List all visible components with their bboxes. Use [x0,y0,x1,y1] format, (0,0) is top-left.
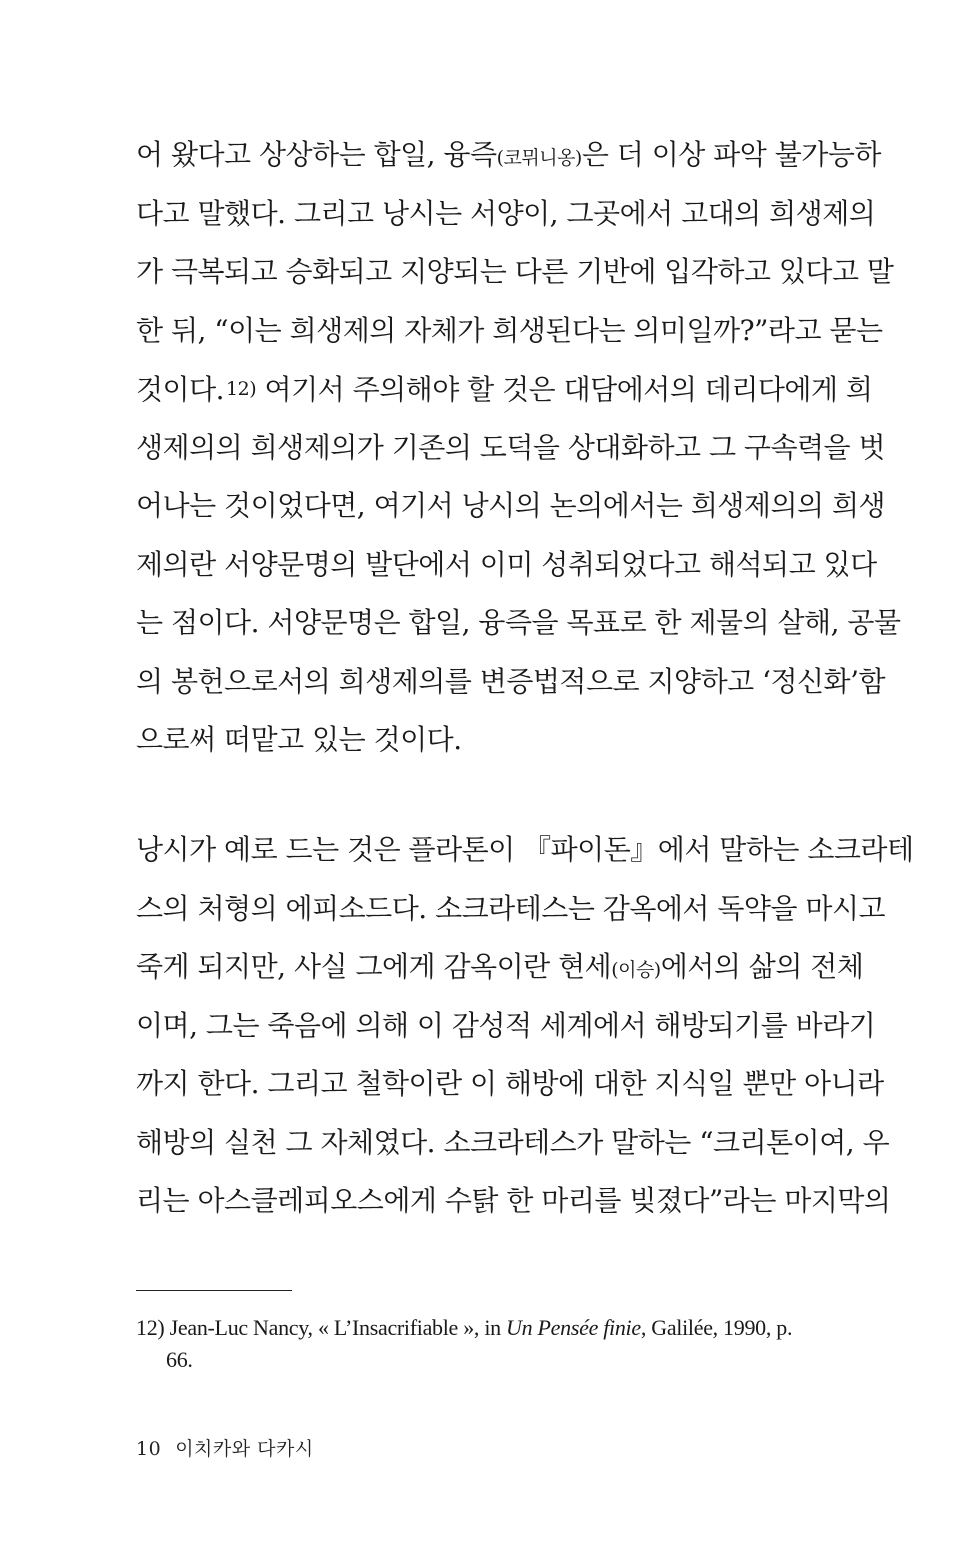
text-line: 다고 말했다. 그리고 낭시는 서양이, 그곳에서 고대의 희생제의 [136,196,876,230]
text-line: 이며, 그는 죽음에 의해 이 감성적 세계에서 해방되기를 바라기 [136,1008,876,1042]
page-footer [136,1434,328,1461]
text-line: 해방의 실천 그 자체였다. 소크라테스가 말하는 “크리톤이여, 우 [136,1125,890,1159]
inline-gloss: (코뮈니옹) [496,147,582,169]
footnote-author: Jean-Luc Nancy, « L’Insacrifiable », in [164,1315,507,1340]
text-line: 가 극복되고 승화되고 지양되는 다른 기반에 입각하고 있다고 말 [136,255,894,288]
text-run: 것이다. [136,373,225,406]
text-line: 생제의의 희생제의가 기존의 도덕을 상대화하고 그 구속력을 벗 [136,430,886,464]
footnote [136,1312,848,1376]
inline-gloss: (이승) [611,959,661,981]
text-run: 어 왔다고 상상하는 합일, 융즉 [136,138,497,171]
text-line: 으로써 떠맡고 있는 것이다. [136,723,462,756]
footnote-publisher: , Galilée, 1990, p. [640,1315,793,1340]
footnote-continuation: 66. [166,1347,193,1372]
text-line: 낭시가 예로 드는 것은 플라톤이 『파이돈』에서 말하는 소크라테 [136,833,914,866]
text-line: 는 점이다. 서양문명은 합일, 융즉을 목표로 한 제물의 살해, 공물 [136,606,901,639]
paragraph-2 [136,821,914,1231]
text-line: 까지 한다. 그리고 철학이란 이 해방에 대한 지식일 뿐만 아니라 [136,1067,884,1100]
page-number: 10 [136,1438,162,1460]
text-line: 한 뒤, “이는 희생제의 자체가 희생된다는 의미일까?”라고 묻는 [136,313,883,347]
footnote-divider [136,1290,292,1291]
paragraph-1 [136,126,901,770]
footnote-reference[interactable]: 12) [226,378,257,400]
text-line: 리는 아스클레피오스에게 수탉 한 마리를 빚졌다”라는 마지막의 [136,1184,891,1217]
text-run: 에서의 삶의 전체 [660,950,864,983]
text-run: 은 더 이상 파악 불가능하 [581,138,881,171]
text-line: 스의 처형의 에피소드다. 소크라테스는 감옥에서 독약을 마시고 [136,891,886,925]
text-run: 여기서 주의해야 할 것은 대담에서의 데리다에게 희 [256,373,873,406]
text-line [136,360,873,419]
text-line: 의 봉헌으로서의 희생제의를 변증법적으로 지양하고 ‘정신화’함 [136,664,886,698]
text-run: 죽게 되지만, 사실 그에게 감옥이란 현세 [136,950,612,983]
text-line: 어나는 것이었다면, 여기서 낭시의 논의에서는 희생제의의 희생 [136,489,886,522]
footnote-number: 12) [136,1315,165,1340]
text-line [136,126,881,185]
text-line: 제의란 서양문명의 발단에서 이미 성취되었다고 해석되고 있다 [136,547,877,581]
running-title: 이치카와 다카시 [175,1438,314,1460]
text-line [136,938,864,997]
footnote-title: Un Pensée finie [506,1315,641,1340]
